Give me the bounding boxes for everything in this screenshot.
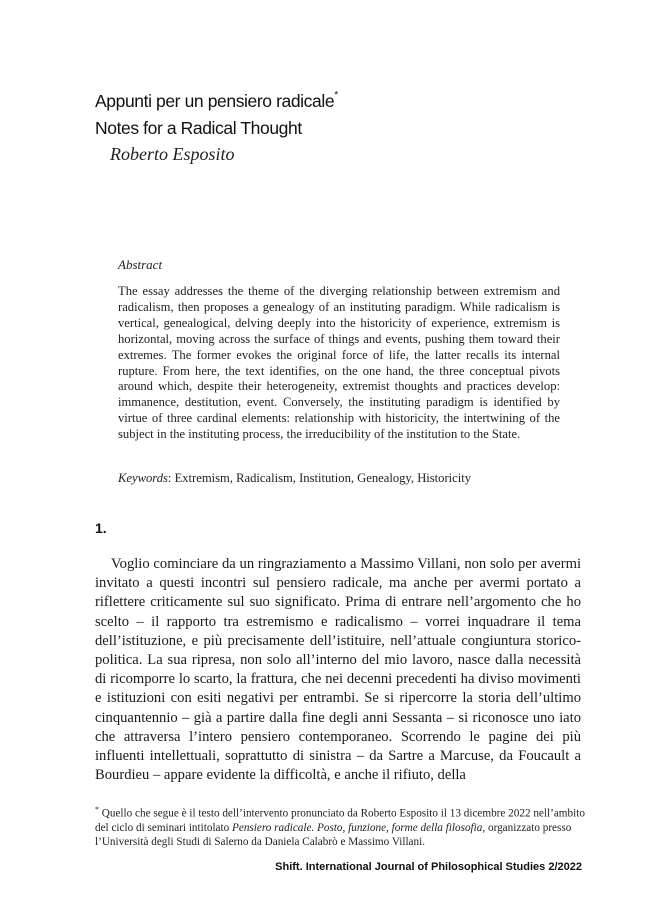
abstract-text: The essay addresses the theme of the diverging relationship between extremism and radicalism, then proposes a genealogy of an instituting paradigm. While radicalism is vertical, genealogical, delving deeply into the historicity of experience, extremism is horizontal, moving across the surface of things and events, pushing them toward their extremes. The former evokes the original force of life, the latter recalls its internal rupture. From here, the text identifies, on the one hand, the three conceptual pivots around which, despite their heterogeneity, extremist thoughts and practices develop: immanence, destitution, event. Conversely, the instituting paradigm is identified by virtue of three cardinal elements: relationship with historicity, the intertwining of the subject in the instituting process, the irreducibility of the institution to the State. [118, 284, 560, 442]
footnote-text-before: Quello che segue è il testo dell’intervento pronunciato da Roberto Esposito il 13 dicembre 2022 nell’ambito del ciclo di seminari intitolato [95, 807, 585, 834]
footnote [95, 803, 585, 849]
body-paragraph: Voglio cominciare da un ringraziamento a Massimo Villani, non solo per avermi invitato a questi incontri sul pensiero radicale, ma anche per avermi portato a riflettere criticamente sul suo significato. Prima di entrare nell’argomento che ho scelto – il rapporto tra estremismo e radicalismo – vorrei inquadrare il tema dell’istituzione, e più precisamente dell’istituire, nell’attuale congiuntura storico-politica. La sua ripresa, non solo all’interno del mio lavoro, nasce dalla necessità di ricomporre lo scarto, la frattura, che nei decenni precedenti ha diviso movimenti e istituzioni con esiti negativi per entrambi. Se si ripercorre la storia dell’ultimo cinquantennio – già a partire dalla fine degli anni Sessanta – si riconosce uno iato che attraversa l’intero pensiero contemporaneo. Scorrendo le pagine dei più influenti intellettuali, soprattutto di sinistra – da Sartre a Marcuse, da Foucault a Bourdieu – appare evidente la difficoltà, e anche il rifiuto, della [95, 556, 581, 784]
keywords-label: Keywords [118, 471, 168, 485]
abstract-heading: Abstract [118, 257, 163, 272]
title-italian-text: Appunti per un pensiero radicale [95, 91, 335, 111]
title-italian [95, 91, 338, 112]
keywords [118, 471, 560, 486]
title-english: Notes for a Radical Thought [95, 118, 302, 138]
footnote-marker: * [95, 805, 99, 814]
footnote-seminar-title: Pensiero radicale. Posto, funzione, forme della filosofia [232, 821, 483, 834]
author-name: Roberto Esposito [110, 144, 235, 164]
section-number: 1. [95, 520, 107, 536]
footnote-text-after: , organizzato presso l’Università degli Studi di Salerno da Daniela Calabrò e Massimo Villani. [95, 821, 572, 849]
title-footnote-marker: * [334, 90, 338, 102]
journal-footer: Shift. International Journal of Philosophical Studies 2/2022 [275, 861, 582, 873]
keywords-list: : Extremism, Radicalism, Institution, Genealogy, Historicity [167, 471, 472, 485]
